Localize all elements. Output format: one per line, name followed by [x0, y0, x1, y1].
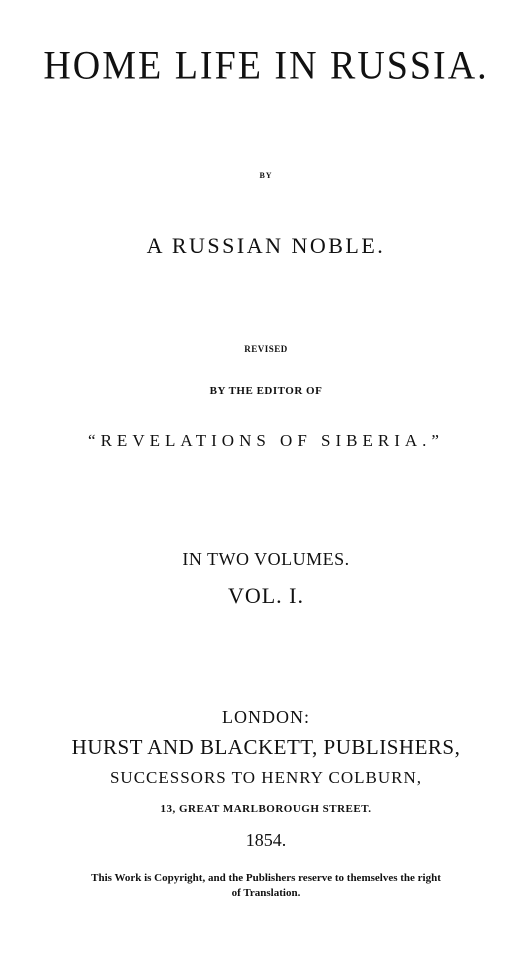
referenced-work: “REVELATIONS OF SIBERIA.” — [88, 431, 444, 450]
volume-count: IN TWO VOLUMES. — [182, 549, 350, 569]
by-label: BY — [259, 171, 273, 180]
revised-label: REVISED — [244, 344, 288, 354]
imprint-address: 13, GREAT MARLBOROUGH STREET. — [160, 803, 372, 815]
imprint-city: LONDON: — [222, 707, 310, 727]
copyright-line-1: This Work is Copyright, and the Publishers reserve to themselves the right — [91, 872, 441, 884]
editor-credit: BY THE EDITOR OF — [209, 385, 323, 397]
imprint-publisher: HURST AND BLACKETT, PUBLISHERS, — [71, 735, 461, 759]
imprint-successors: SUCCESSORS TO HENRY COLBURN, — [109, 768, 423, 787]
copyright-line-2: of Translation. — [231, 887, 301, 899]
author: A RUSSIAN NOBLE. — [146, 233, 386, 258]
volume-number: VOL. I. — [227, 583, 305, 608]
book-title: HOME LIFE IN RUSSIA. — [43, 43, 489, 89]
copyright-notice — [0, 871, 532, 901]
imprint-year: 1854. — [245, 830, 287, 850]
